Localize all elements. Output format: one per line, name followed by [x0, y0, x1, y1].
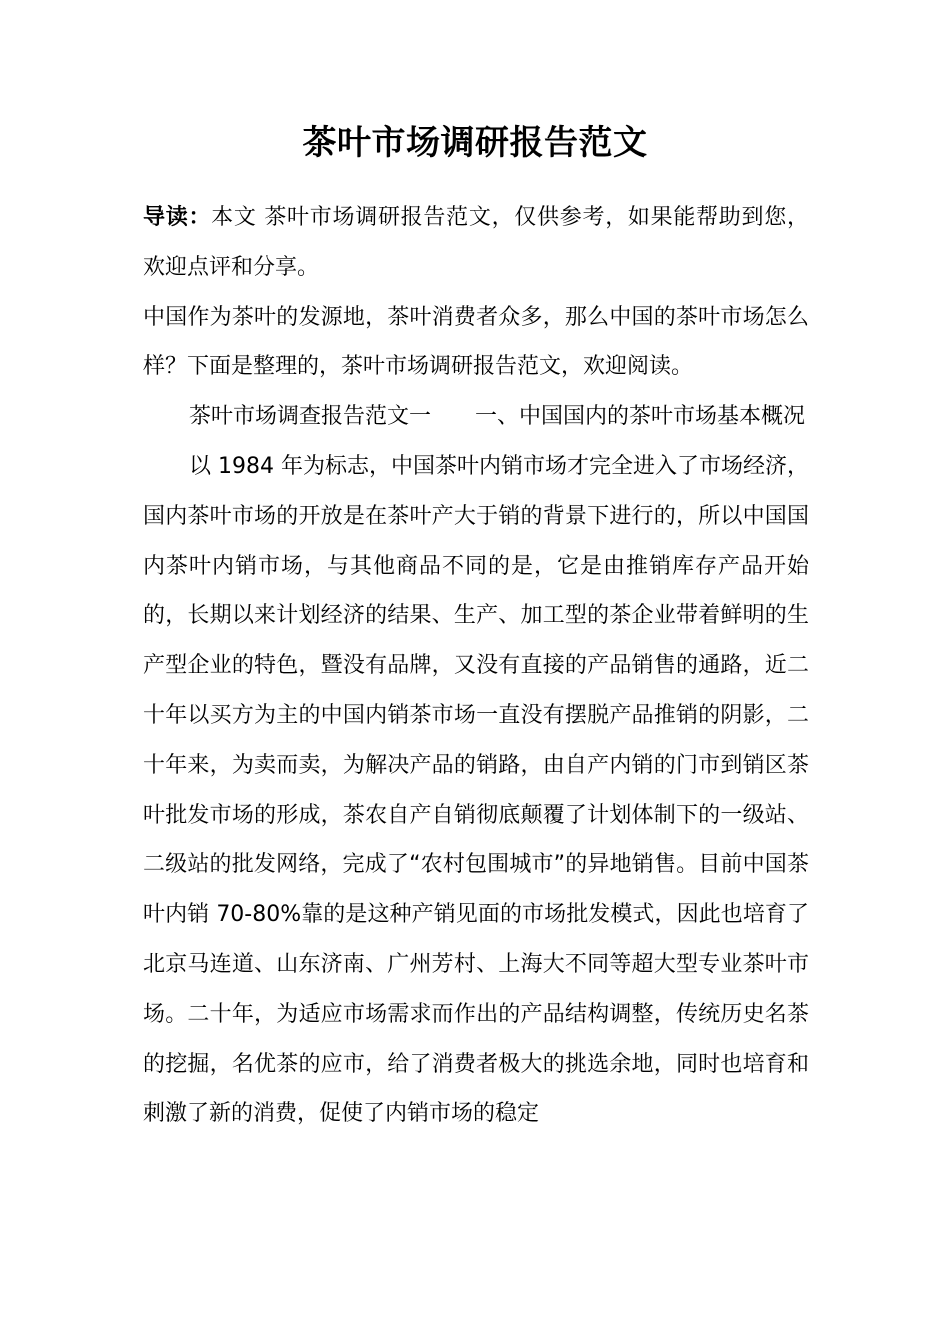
document-title: 茶叶市场调研报告范文 [302, 123, 648, 163]
section-heading-part-b: 一、中国国内的茶叶市场基本概况 [475, 404, 806, 430]
paragraph-1: 中国作为茶叶的发源地，茶叶消费者众多，那么中国的茶叶市场怎么样？下面是整理的，茶叶市场调研报告范文，欢迎阅读。 [143, 304, 809, 380]
intro-text: 本文 茶叶市场调研报告范文，仅供参考，如果能帮助到您，欢迎点评和分享。 [143, 205, 809, 280]
intro-paragraph [143, 193, 809, 293]
document-body [143, 193, 809, 1139]
section-heading-part-a: 茶叶市场调查报告范文一 [189, 404, 432, 430]
section-heading [143, 392, 809, 442]
intro-label: 导读： [143, 205, 212, 230]
paragraph-2: 以 1984 年为标志，中国茶叶内销市场才完全进入了市场经济，国内茶叶市场的开放是在茶叶产大于销的背景下进行的，所以中国国内茶叶内销市场，与其他商品不同的是，它是由推销库存产品开始的，长期以来计划经济的结果、生产、加工型的茶企业带着鲜明的生产型企业的特色，暨没有品牌，又没有直接的产品销售的通路，近二十年以买方为主的中国内销茶市场一直没有摆脱产品推销的阴影，二十年来，为卖而卖，为解决产品的销路，由自产内销的门市到销区茶叶批发市场的形成，茶农自产自销彻底颠覆了计划体制下的一级站、二级站的批发网络，完成了“农村包围城市”的异地销售。目前中国茶叶内销 70-80%靠的是这种产销见面的市场批发模式，因此也培育了北京马连道、山东济南、广州芳村、上海大不同等超大型专业茶叶市场。二十年，为适应市场需求而作出的产品结构调整，传统历史名茶的挖掘，名优茶的应市，给了消费者极大的挑选余地，同时也培育和刺激了新的消费，促使了内销市场的稳定 [143, 453, 809, 1127]
